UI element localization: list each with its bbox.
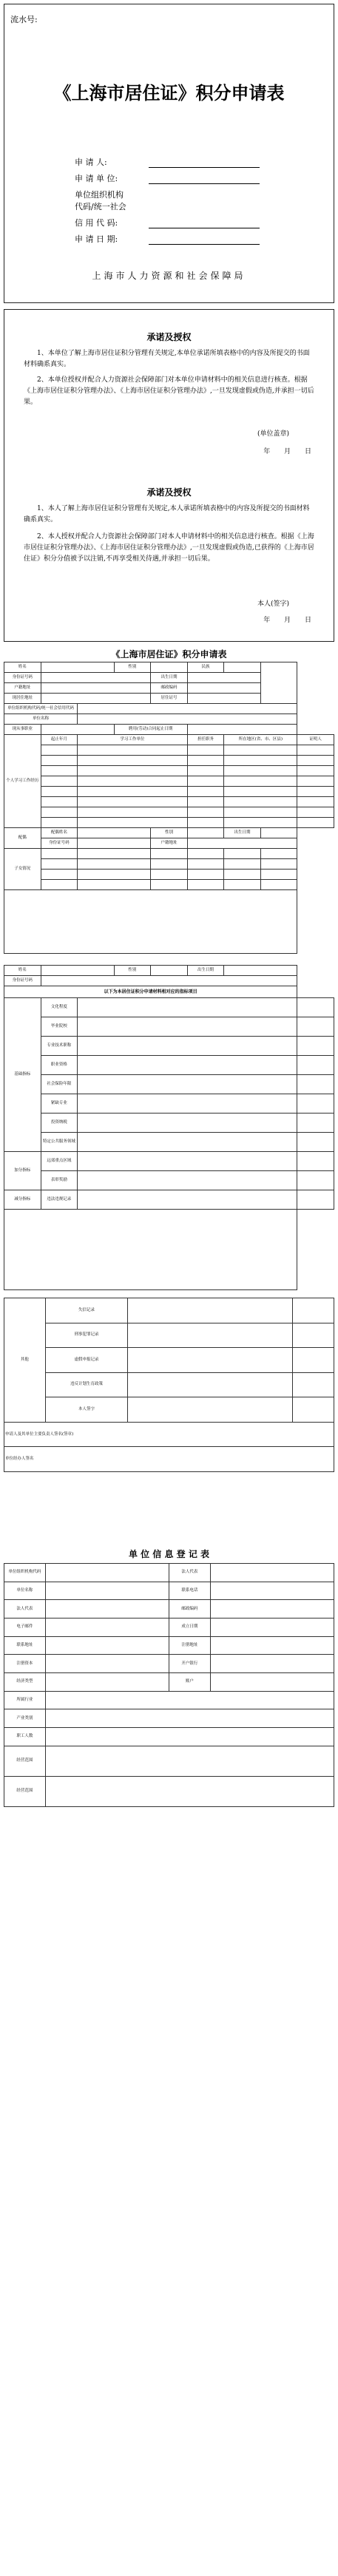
cell: 违法违规记录: [41, 1190, 78, 1210]
cell: 本人签字: [45, 1397, 128, 1423]
child-cell[interactable]: [41, 870, 78, 880]
cell: 个人学习工作经历: [4, 735, 41, 828]
blank-row: [4, 890, 297, 954]
value-cell[interactable]: [210, 1600, 334, 1619]
exp-cell[interactable]: [297, 807, 334, 818]
birth-cell[interactable]: [224, 966, 297, 976]
exp-cell[interactable]: [41, 776, 78, 787]
cell: 学习工作单位: [78, 735, 188, 745]
cell: 配偶姓名: [41, 828, 78, 838]
exp-cell[interactable]: [187, 818, 224, 828]
applicant-line[interactable]: [149, 158, 260, 168]
exp-cell[interactable]: [297, 766, 334, 776]
cell: 单位名称: [4, 1582, 46, 1600]
cell: 出生日期: [224, 828, 261, 838]
value-cell[interactable]: [45, 1564, 169, 1582]
cell: 经济类型: [4, 1673, 46, 1692]
name-cell[interactable]: [41, 662, 114, 673]
value-cell[interactable]: [210, 1582, 334, 1600]
exp-cell[interactable]: [297, 797, 334, 807]
value-cell[interactable]: [78, 1190, 297, 1210]
spouse-sex-cell[interactable]: [187, 828, 224, 838]
field-credit: 信 用 代 码:: [75, 218, 118, 228]
child-cell[interactable]: [187, 859, 224, 870]
value-cell[interactable]: [78, 1133, 297, 1152]
org-code-cell[interactable]: [78, 704, 297, 714]
child-cell[interactable]: [224, 859, 261, 870]
value-cell[interactable]: [78, 1017, 297, 1037]
cell: 户籍地址: [4, 683, 41, 694]
score-cell[interactable]: [293, 1323, 334, 1348]
footer-cell: 申请人及其单位主要负责人签名(签章): [4, 1422, 334, 1447]
field-code: 代码/统一社会: [75, 202, 126, 211]
cell: 联系地址: [4, 1636, 46, 1655]
child-cell[interactable]: [187, 870, 224, 880]
form1-title: 《上海市居住证》积分申请表: [111, 649, 227, 660]
field-applicant: 申 请 人:: [75, 157, 107, 167]
exp-cell[interactable]: [41, 787, 78, 797]
value-cell[interactable]: [78, 1171, 297, 1190]
exp-cell[interactable]: [224, 797, 297, 807]
field-date: 申 请 日 期:: [75, 234, 118, 244]
exp-cell[interactable]: [224, 807, 297, 818]
value-cell[interactable]: [128, 1372, 293, 1397]
value-cell[interactable]: [45, 1582, 169, 1600]
unit-line[interactable]: [149, 174, 260, 184]
group-cell: 其他: [4, 1298, 46, 1423]
child-cell[interactable]: [41, 880, 78, 890]
cell: 特定公共服务领域: [41, 1133, 78, 1152]
cell: 出生日期: [187, 966, 224, 976]
value-cell[interactable]: [78, 1152, 297, 1171]
cell: 民族: [187, 662, 224, 673]
cell: 文化程度: [41, 998, 78, 1017]
cell: 刑事犯罪记录: [45, 1323, 128, 1348]
score-cell[interactable]: [293, 1372, 334, 1397]
spouse-addr-cell[interactable]: [187, 838, 297, 849]
value-cell[interactable]: [78, 998, 297, 1017]
score-cell[interactable]: [297, 1114, 334, 1133]
exp-cell[interactable]: [187, 797, 224, 807]
child-cell[interactable]: [187, 849, 224, 859]
cell: 专业技术职称: [41, 1037, 78, 1056]
value-cell[interactable]: [210, 1655, 334, 1673]
cell: 身份证号码: [4, 673, 41, 683]
cell: 性别: [114, 662, 151, 673]
child-cell[interactable]: [224, 870, 261, 880]
job-cell[interactable]: [41, 725, 114, 735]
cell: 所属行业: [4, 1691, 46, 1709]
cell: 子女情况: [4, 849, 41, 890]
score-cell[interactable]: [297, 1056, 334, 1075]
exp-cell[interactable]: [78, 797, 188, 807]
exp-cell[interactable]: [41, 807, 78, 818]
zip-cell[interactable]: [187, 683, 260, 694]
cover-issuer: 上海市人力资源和社会保障局: [92, 271, 246, 281]
cell: 联系电话: [169, 1582, 211, 1600]
unit-title: 单 位 信 息 登 记 表: [128, 1549, 210, 1559]
score-cell[interactable]: [297, 1190, 334, 1210]
value-cell[interactable]: [45, 1776, 334, 1806]
cell: 单位组织机构代码: [4, 1564, 46, 1582]
exp-cell[interactable]: [297, 818, 334, 828]
score-cell[interactable]: [293, 1348, 334, 1373]
child-cell[interactable]: [260, 870, 297, 880]
exp-cell[interactable]: [41, 818, 78, 828]
cell: 表彰奖励: [41, 1171, 78, 1190]
child-cell[interactable]: [151, 859, 188, 870]
cover-page: [4, 4, 334, 303]
value-cell[interactable]: [78, 1056, 297, 1075]
spouse-id-cell[interactable]: [78, 838, 151, 849]
score-cell[interactable]: [297, 1017, 334, 1037]
value-cell[interactable]: [128, 1323, 293, 1348]
child-cell[interactable]: [78, 849, 151, 859]
cell: 单位组织机构代码/统一社会信用代码: [4, 704, 78, 714]
cell: 经营范围: [4, 1776, 46, 1806]
application-form-page-3: [4, 1298, 334, 1505]
exp-cell[interactable]: [224, 745, 297, 756]
cell: 紧缺专业: [41, 1094, 78, 1114]
cell: 法人代表: [169, 1564, 211, 1582]
cover-fields: [75, 156, 297, 249]
value-cell[interactable]: [210, 1564, 334, 1582]
exp-cell[interactable]: [187, 766, 224, 776]
cell: 现居住地址: [4, 694, 41, 704]
value-cell[interactable]: [45, 1691, 334, 1709]
score-cell[interactable]: [297, 1133, 334, 1152]
cell: 职工人数: [4, 1728, 46, 1746]
field-unit: 申 请 单 位:: [75, 174, 118, 183]
id-cell[interactable]: [41, 673, 151, 683]
exp-cell[interactable]: [78, 807, 188, 818]
cell: 经营范围: [4, 1746, 46, 1776]
value-cell[interactable]: [78, 1094, 297, 1114]
form3-table: [4, 1298, 334, 1472]
exp-cell[interactable]: [224, 776, 297, 787]
value-cell[interactable]: [45, 1619, 169, 1637]
cell: 居住证号: [151, 694, 188, 704]
cell: 失信记录: [45, 1298, 128, 1323]
application-form-page-2: [4, 965, 334, 1290]
addr-cell[interactable]: [41, 683, 151, 694]
cell: 远郊重点区域: [41, 1152, 78, 1171]
exp-cell[interactable]: [41, 745, 78, 756]
value-cell[interactable]: [45, 1673, 169, 1692]
value-cell[interactable]: [45, 1600, 169, 1619]
exp-cell[interactable]: [297, 787, 334, 797]
child-cell[interactable]: [224, 849, 261, 859]
auth1-date: 年 月 日: [263, 448, 311, 455]
cell: 注册资本: [4, 1655, 46, 1673]
unit-name-cell[interactable]: [78, 714, 297, 725]
exp-cell[interactable]: [78, 745, 188, 756]
exp-cell[interactable]: [187, 776, 224, 787]
cell: 单位名称: [4, 714, 78, 725]
cell: 聘用(劳动)合同起止日期: [114, 725, 187, 735]
ethnic-cell[interactable]: [224, 662, 261, 673]
child-cell[interactable]: [187, 880, 224, 890]
exp-cell[interactable]: [187, 756, 224, 766]
exp-cell[interactable]: [224, 787, 297, 797]
application-form-page-1: [4, 647, 334, 957]
name-cell[interactable]: [41, 966, 114, 976]
cell: 产业类别: [4, 1709, 46, 1728]
blank-row: [4, 1210, 297, 1290]
exp-cell[interactable]: [224, 766, 297, 776]
field-org: 单位组织机构: [75, 190, 124, 200]
form1-table: [4, 662, 334, 954]
score-cell[interactable]: [297, 1075, 334, 1094]
cell: 出生日期: [151, 673, 188, 683]
score-cell[interactable]: [297, 1037, 334, 1056]
value-cell[interactable]: [210, 1673, 334, 1692]
sex-cell[interactable]: [151, 662, 188, 673]
value-cell[interactable]: [45, 1746, 334, 1776]
value-cell[interactable]: [78, 1075, 297, 1094]
exp-cell[interactable]: [187, 807, 224, 818]
id-cell[interactable]: [41, 976, 297, 986]
spouse-birth-cell[interactable]: [260, 828, 297, 838]
child-cell[interactable]: [78, 880, 151, 890]
cell: 开户银行: [169, 1655, 211, 1673]
score-cell[interactable]: [293, 1298, 334, 1323]
value-cell[interactable]: [128, 1348, 293, 1373]
auth2-sign: 本人(签字): [257, 600, 289, 608]
child-cell[interactable]: [78, 859, 151, 870]
cell: 职业资格: [41, 1056, 78, 1075]
exp-cell[interactable]: [297, 776, 334, 787]
group-cell: 减分指标: [4, 1190, 41, 1210]
exp-cell[interactable]: [297, 756, 334, 766]
score-cell[interactable]: [297, 998, 334, 1017]
permit-cell[interactable]: [187, 694, 260, 704]
cell: 违反计划生育政策: [45, 1372, 128, 1397]
auth2-date: 年 月 日: [263, 617, 311, 624]
form2-table: [4, 965, 334, 1290]
child-cell[interactable]: [224, 880, 261, 890]
value-cell[interactable]: [45, 1636, 169, 1655]
auth2-p1: 1、本人了解上海市居住证积分管理有关规定,本人承诺所填表格中的内容及所提交的书面材料确系真实。: [24, 505, 310, 523]
exp-cell[interactable]: [41, 766, 78, 776]
group-cell: 基础指标: [4, 998, 41, 1152]
value-cell[interactable]: [45, 1709, 334, 1728]
exp-cell[interactable]: [187, 787, 224, 797]
photo-cell: [260, 662, 297, 704]
footer-cell: 单位经办人签名: [4, 1447, 334, 1472]
score-cell[interactable]: [297, 1171, 334, 1190]
auth1-title: 承诺及授权: [146, 332, 192, 342]
child-cell[interactable]: [78, 870, 151, 880]
child-cell[interactable]: [41, 849, 78, 859]
exp-cell[interactable]: [224, 756, 297, 766]
form2-title: 以下为本居住证积分申请材料相对应的指标项目: [4, 986, 297, 998]
child-cell[interactable]: [151, 880, 188, 890]
unit-registration-page: [4, 1545, 334, 1811]
cell: 电子邮件: [4, 1619, 46, 1637]
cell: 性别: [114, 966, 151, 976]
exp-cell[interactable]: [224, 818, 297, 828]
cell: 身份证号码: [4, 976, 41, 986]
contract-cell[interactable]: [187, 725, 297, 735]
child-cell[interactable]: [260, 859, 297, 870]
exp-cell[interactable]: [78, 818, 188, 828]
score-cell[interactable]: [297, 1094, 334, 1114]
cell: 账户: [169, 1673, 211, 1692]
cell: 担任职务: [187, 735, 224, 745]
cell: 证明人: [297, 735, 334, 745]
child-cell[interactable]: [260, 880, 297, 890]
auth2-p2: 2、本人授权并配合人力资源社会保障部门对本人申请材料中的相关信息进行核查。根据《上海市居住证积分管理办法》、《上海市居住证积分管理办法》,一旦发现虚假或伪造,已获得的《上海市居住证》积分分值被予以注销,不再享受相关待遇,并承担一切后果。: [24, 533, 314, 563]
cell: 现从事职业: [4, 725, 41, 735]
authorization-page: [4, 309, 334, 642]
value-cell[interactable]: [78, 1037, 297, 1056]
credit-line[interactable]: [149, 219, 260, 228]
exp-cell[interactable]: [41, 797, 78, 807]
auth1-p2: 2、本单位授权并配合人力资源社会保障部门对本单位申请材料中的相关信息进行核查。根据《上海市居住证积分管理办法》、《上海市居住证积分管理办法》,一旦发现虚假或伪造,并承担一切后果。: [24, 376, 314, 406]
cell: 注册地址: [169, 1636, 211, 1655]
exp-cell[interactable]: [78, 756, 188, 766]
child-cell[interactable]: [151, 870, 188, 880]
exp-cell[interactable]: [78, 776, 188, 787]
value-cell[interactable]: [45, 1655, 169, 1673]
value-cell[interactable]: [128, 1298, 293, 1323]
cell: 邮政编码: [169, 1600, 211, 1619]
value-cell[interactable]: [210, 1636, 334, 1655]
score-cell[interactable]: [293, 1397, 334, 1423]
exp-cell[interactable]: [78, 766, 188, 776]
date-line[interactable]: [149, 235, 260, 245]
exp-cell[interactable]: [297, 745, 334, 756]
birth-cell[interactable]: [187, 673, 260, 683]
spouse-label: 配偶: [4, 828, 41, 849]
serial-label: 流水号:: [10, 15, 38, 24]
cover-title: 《上海市居住证》积分申请表: [53, 82, 285, 104]
cell: 身份证号码: [41, 838, 78, 849]
sex-cell[interactable]: [151, 966, 188, 976]
cell: 法人代表: [4, 1600, 46, 1619]
auth1-p1: 1、本单位了解上海市居住证积分管理有关规定,本单位承诺所填表格中的内容及所提交的书面材料确系真实。: [24, 350, 310, 368]
child-cell[interactable]: [260, 849, 297, 859]
unit-table: [4, 1563, 334, 1807]
cell: 所在地区(省、市、区县): [224, 735, 297, 745]
exp-cell[interactable]: [78, 787, 188, 797]
value-cell[interactable]: [128, 1397, 293, 1423]
spouse-name-cell[interactable]: [78, 828, 151, 838]
cell: 户籍地址: [151, 838, 188, 849]
cell: 邮政编码: [151, 683, 188, 694]
cell: 社会保险年限: [41, 1075, 78, 1094]
value-cell[interactable]: [78, 1114, 297, 1133]
cell: 毕业院校: [41, 1017, 78, 1037]
cell: 成立日期: [169, 1619, 211, 1637]
child-cell[interactable]: [151, 849, 188, 859]
cell: 姓名: [4, 662, 41, 673]
exp-cell[interactable]: [187, 745, 224, 756]
score-cell[interactable]: [297, 1152, 334, 1171]
cell: 姓名: [4, 966, 41, 976]
value-cell[interactable]: [210, 1619, 334, 1637]
value-cell[interactable]: [45, 1728, 334, 1746]
auth1-seal: (单位盖章): [257, 430, 289, 438]
cell: 虚假申报记录: [45, 1348, 128, 1373]
exp-cell[interactable]: [41, 756, 78, 766]
group-cell: 加分指标: [4, 1152, 41, 1190]
cell: 性别: [151, 828, 188, 838]
cell: 投资纳税: [41, 1114, 78, 1133]
live-cell[interactable]: [41, 694, 151, 704]
child-cell[interactable]: [41, 859, 78, 870]
cell: 起止年月: [41, 735, 78, 745]
auth2-title: 承诺及授权: [146, 487, 192, 498]
